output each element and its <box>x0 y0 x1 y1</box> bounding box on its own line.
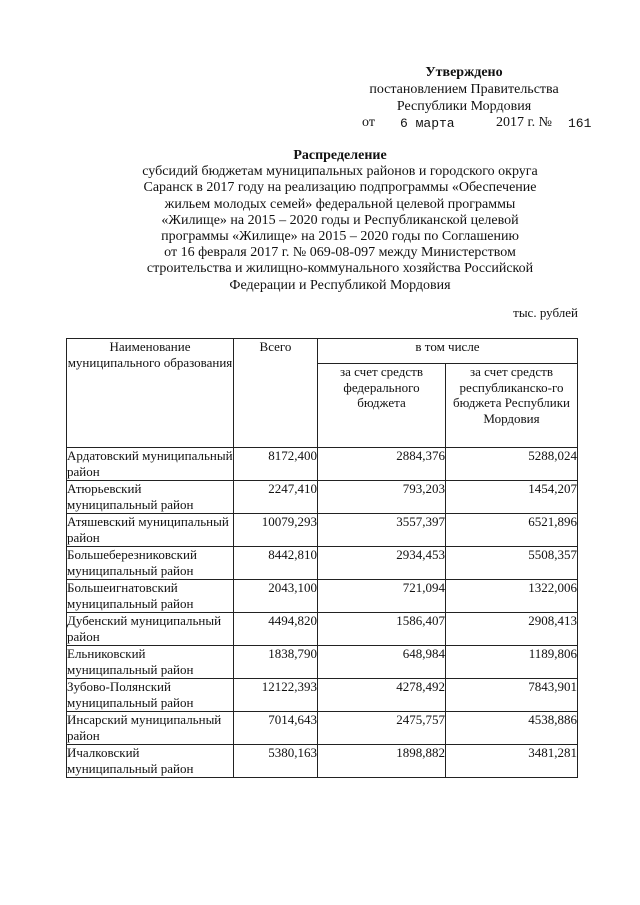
republic-amount: 1454,207 <box>446 481 578 514</box>
district-name: Большеигнатовский муниципальный район <box>67 580 234 613</box>
federal-amount: 2884,376 <box>318 448 446 481</box>
total-amount: 10079,293 <box>234 514 318 547</box>
federal-amount: 1898,882 <box>318 745 446 778</box>
decree-number: 161 <box>568 116 592 131</box>
heading-line: от 16 февраля 2017 г. № 069-08-097 между Министерством <box>164 245 516 261</box>
units-label: тыс. рублей <box>513 305 578 320</box>
district-name: Ичалковский муниципальный район <box>67 745 234 778</box>
table-row <box>67 481 578 514</box>
heading-line: субсидий бюджетам муниципальных районов и городского округа <box>142 164 538 180</box>
total-amount: 2247,410 <box>234 481 318 514</box>
district-name: Зубово-Полянский муниципальный район <box>67 679 234 712</box>
date-value: 6 марта <box>400 116 455 131</box>
republic-amount: 7843,901 <box>446 679 578 712</box>
approval-line-1: постановлением Правительства <box>369 82 559 97</box>
heading-line: Саранск в 2017 году на реализацию подпрограммы «Обеспечение <box>143 180 537 196</box>
heading-line: жильем молодых семей» федеральной целевой программы <box>164 196 516 212</box>
republic-amount: 5288,024 <box>446 448 578 481</box>
total-amount: 8172,400 <box>234 448 318 481</box>
table-row <box>67 580 578 613</box>
table-row <box>67 712 578 745</box>
federal-amount: 2475,757 <box>318 712 446 745</box>
federal-amount: 4278,492 <box>318 679 446 712</box>
heading-line: «Жилище» на 2015 – 2020 годы и Республиканской целевой <box>161 212 519 228</box>
approval-title: Утверждено <box>425 65 503 80</box>
district-name: Ельниковский муниципальный район <box>67 646 234 679</box>
heading-line: строительства и жилищно-коммунального хозяйства Российской <box>146 261 534 277</box>
subsidy-table <box>66 338 578 778</box>
federal-amount: 721,094 <box>318 580 446 613</box>
district-name: Большеберезниковский муниципальный район <box>67 547 234 580</box>
total-amount: 4494,820 <box>234 613 318 646</box>
republic-amount: 3481,281 <box>446 745 578 778</box>
table-row <box>67 745 578 778</box>
heading-title: Распределение <box>293 148 387 163</box>
total-amount: 1838,790 <box>234 646 318 679</box>
republic-amount: 4538,886 <box>446 712 578 745</box>
total-amount: 5380,163 <box>234 745 318 778</box>
republic-amount: 1189,806 <box>446 646 578 679</box>
republic-amount: 2908,413 <box>446 613 578 646</box>
approval-line-2: Республики Мордовия <box>396 99 532 114</box>
federal-amount: 2934,453 <box>318 547 446 580</box>
district-name: Атюрьевский муниципальный район <box>67 481 234 514</box>
total-amount: 7014,643 <box>234 712 318 745</box>
date-prefix: от <box>362 115 375 130</box>
republic-amount: 5508,357 <box>446 547 578 580</box>
table-row <box>67 547 578 580</box>
table-row <box>67 613 578 646</box>
header-including: в том числе <box>318 339 578 364</box>
table-row <box>67 679 578 712</box>
header-name: Наименование муниципального образования <box>67 339 234 448</box>
district-name: Дубенский муниципальный район <box>67 613 234 646</box>
header-federal: за счет средств федерального бюджета <box>318 364 446 448</box>
total-amount: 8442,810 <box>234 547 318 580</box>
federal-amount: 793,203 <box>318 481 446 514</box>
federal-amount: 3557,397 <box>318 514 446 547</box>
approval-block <box>340 64 588 115</box>
heading-line: программы «Жилище» на 2015 – 2020 годы по Соглашению <box>161 229 519 245</box>
district-name: Атяшевский муниципальный район <box>67 514 234 547</box>
table-row <box>67 646 578 679</box>
republic-amount: 6521,896 <box>446 514 578 547</box>
header-republic: за счет средств республиканско-го бюджета Республики Мордовия <box>446 364 578 448</box>
date-year: 2017 г. № <box>496 115 553 130</box>
document-heading <box>90 148 590 294</box>
republic-amount: 1322,006 <box>446 580 578 613</box>
federal-amount: 648,984 <box>318 646 446 679</box>
header-total: Всего <box>234 339 318 448</box>
total-amount: 2043,100 <box>234 580 318 613</box>
heading-line: Федерации и Республикой Мордовия <box>229 277 451 293</box>
district-name: Инсарский муниципальный район <box>67 712 234 745</box>
total-amount: 12122,393 <box>234 679 318 712</box>
federal-amount: 1586,407 <box>318 613 446 646</box>
table-row <box>67 448 578 481</box>
district-name: Ардатовский муниципальный район <box>67 448 233 479</box>
approval-date-line <box>360 115 600 133</box>
table-row <box>67 514 578 547</box>
